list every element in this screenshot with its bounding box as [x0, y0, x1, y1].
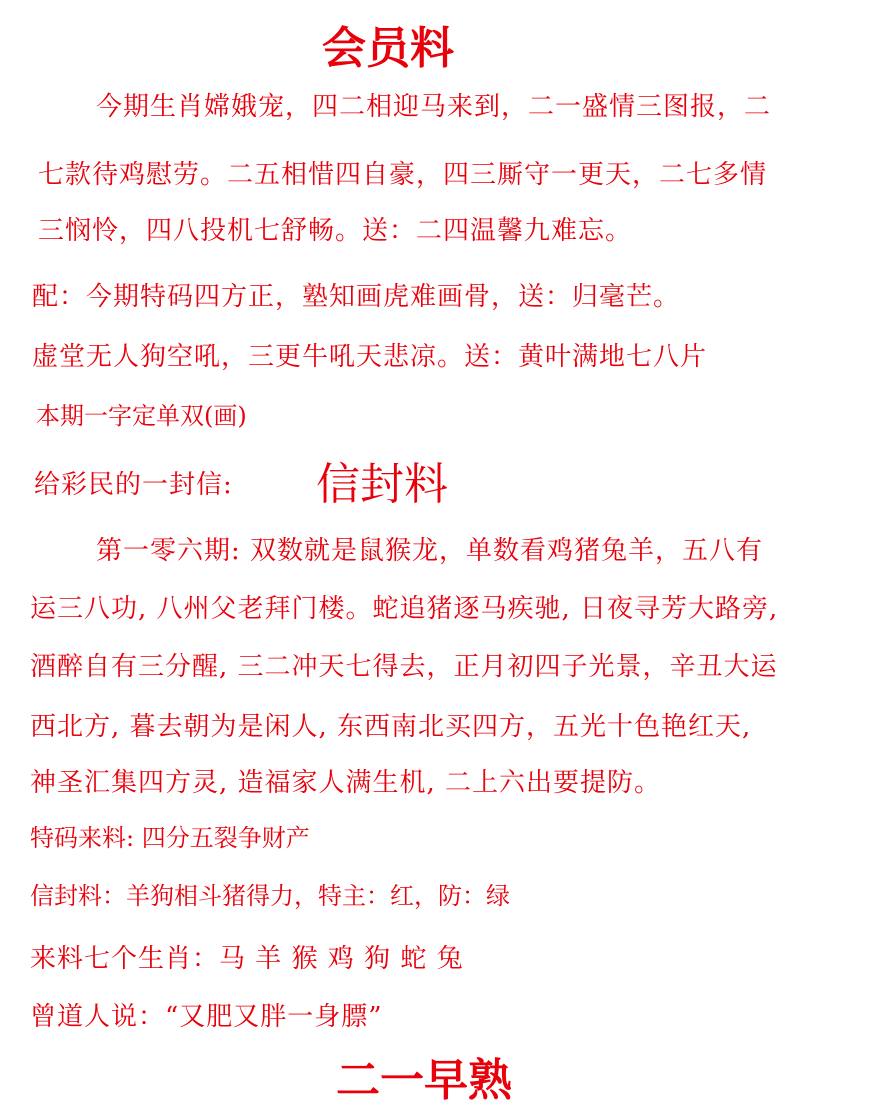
- section1-line-4: 配：今期特码四方正，塾知画虎难画骨，送：归毫芒。: [32, 282, 681, 312]
- section2-line-1: 第一零六期: 双数就是鼠猴龙，单数看鸡猪兔羊，五八有: [96, 536, 764, 566]
- section2-line-3: 酒醉自有三分醒, 三二冲天七得去，正月初四子光景，辛丑大运: [30, 652, 778, 682]
- section1-title: 会员料: [322, 23, 454, 74]
- section2-intro: 给彩民的一封信:: [34, 470, 233, 500]
- extra-line-2: 信封料：羊狗相斗猪得力，特主：红，防：绿: [30, 882, 510, 910]
- section2-line-5: 神圣汇集四方灵, 造福家人满生机, 二上六出要提防。: [30, 768, 662, 798]
- extra-line-1: 特码来料: 四分五裂争财产: [30, 824, 310, 852]
- footer-title: 二一早熟: [336, 1055, 512, 1106]
- section2-line-4: 西北方, 暮去朝为是闲人, 东西南北买四方，五光十色艳红天,: [30, 712, 752, 742]
- section1-line-6: 本期一字定单双(画): [36, 402, 247, 430]
- section2-title: 信封料: [316, 459, 448, 510]
- section1-line-1: 今期生肖嫦娥宠，四二相迎马来到，二一盛情三图报，二: [96, 92, 772, 122]
- section1-line-3: 三悯怜，四八投机七舒畅。送：二四温馨九难忘。: [38, 216, 633, 246]
- section2-line-2: 运三八功, 八州父老拜门楼。蛇追猪逐马疾驰, 日夜寻芳大路旁,: [30, 594, 779, 624]
- section1-line-2: 七款待鸡慰劳。二五相惜四自豪，四三厮守一更天，二七多情: [38, 160, 768, 190]
- extra-line-3: 来料七个生肖：马 羊 猴 鸡 狗 蛇 兔: [30, 944, 464, 974]
- section1-line-5: 虚堂无人狗空吼，三更牛吼天悲凉。送：黄叶满地七八片: [32, 342, 708, 372]
- extra-line-4: 曾道人说：“又肥又胖一身膘”: [30, 1002, 383, 1032]
